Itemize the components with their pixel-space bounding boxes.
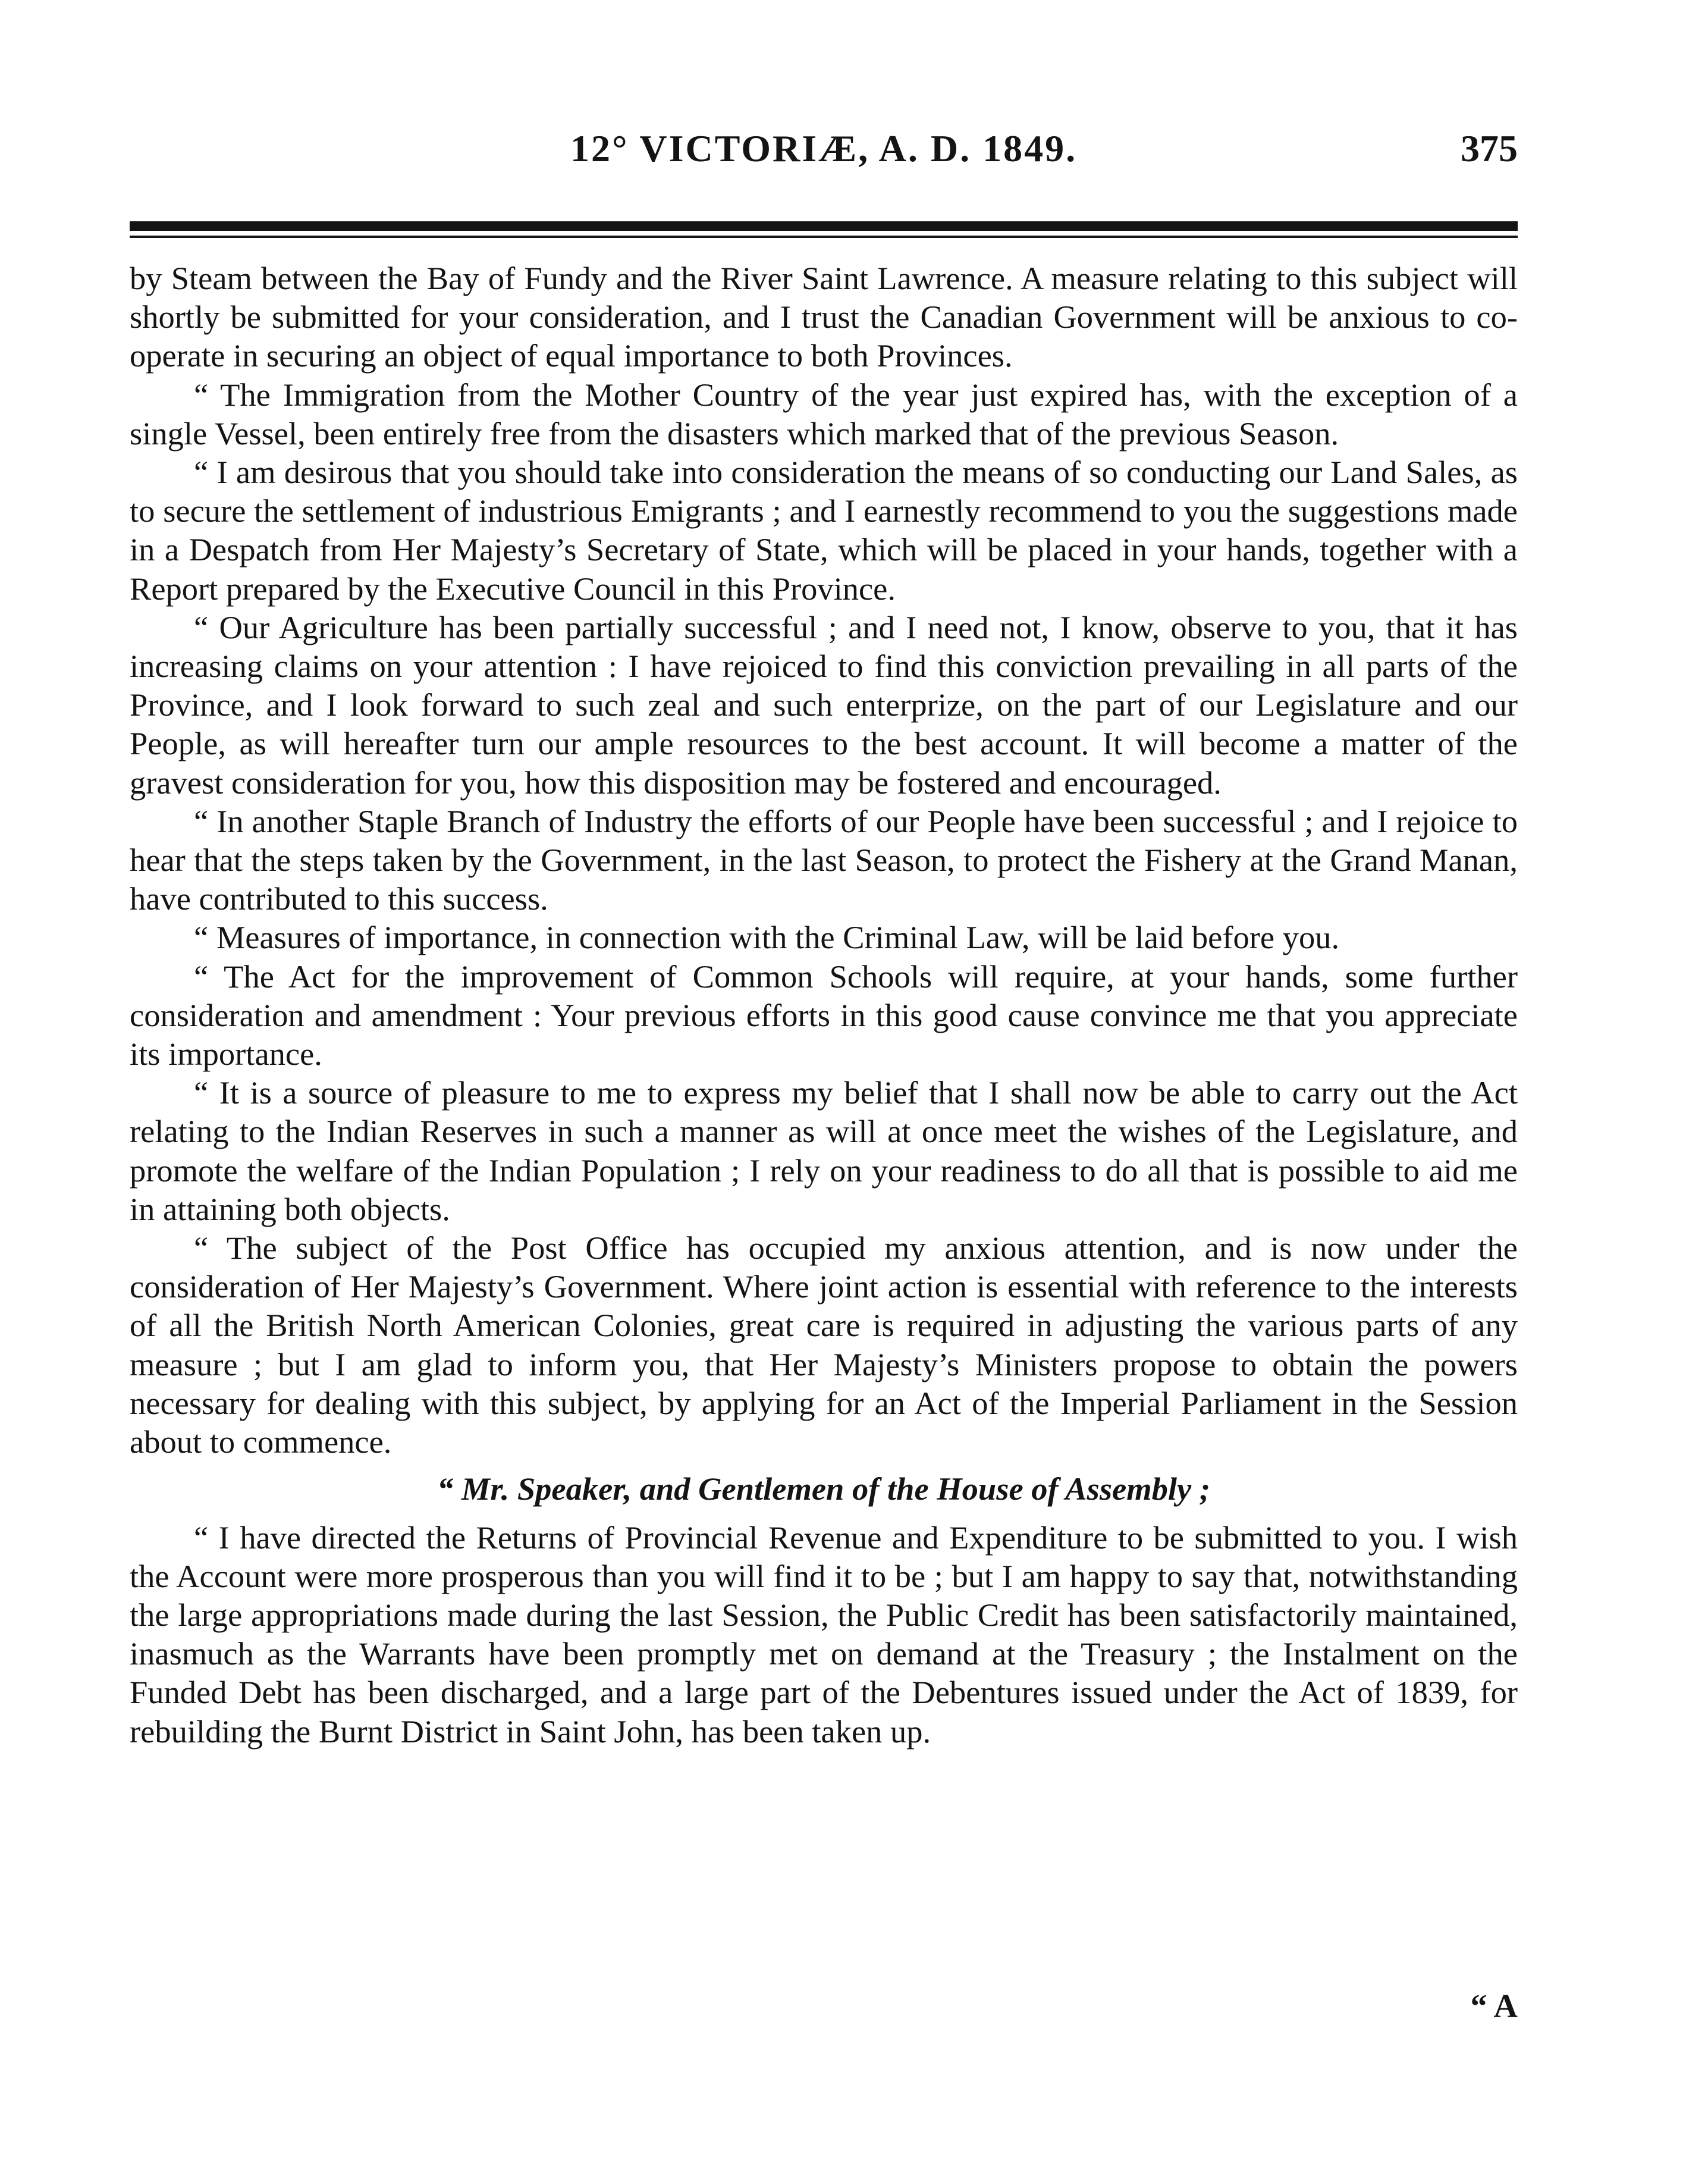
paragraph-indian-reserves: “ It is a source of pleasure to me to express my belief that I shall now be able to carry out the Act relating to the Indian Reserves in such a manner as will at once meet the wishes of the Legislature, and promote the welfare of the Indian Population ; I rely on your readiness to do all that is possible to aid me in attaining both objects. <box>130 1074 1518 1227</box>
paragraph-steam-navigation: by Steam between the Bay of Fundy and the River Saint Lawrence. A measure relating to this subject will shortly be submitted for your consideration, and I trust the Canadian Government will be anxious to co-operate in securing an object of equal importance to both Provinces. <box>130 260 1518 374</box>
paragraph-agriculture: “ Our Agriculture has been partially successful ; and I need not, I know, observe to you, that it has increasing claims on your attention : I have rejoiced to find this conviction prevailing in all parts of the Province, and I look forward to such zeal and such enterprize, on the part of our Legislature and our People, as will hereafter turn our ample resources to the best account. It will become a matter of the gravest consideration for you, how this disposition may be fostered and encouraged. <box>130 609 1518 801</box>
page-number: 375 <box>1461 127 1518 170</box>
paragraph-criminal-law: “ Measures of importance, in connection with the Criminal Law, will be laid before you. <box>194 919 1340 956</box>
running-title: 12° VICTORIÆ, A. D. 1849. <box>570 127 1078 170</box>
paragraph-fishery: “ In another Staple Branch of Industry the efforts of our People have been successful ; and I rejoice to hear that the steps taken by the Government, in the last Season, to protect the Fishery at the Grand Manan, have contributed to this success. <box>130 802 1518 917</box>
body-text <box>130 259 1518 1751</box>
paragraph-immigration: “ The Immigration from the Mother Country of the year just expired has, with the exception of a single Vessel, been entirely free from the disasters which marked that of the previous Season. <box>130 376 1518 452</box>
paragraph-post-office: “ The subject of the Post Office has occupied my anxious attention, and is now under the consideration of Her Majesty’s Government. Where joint action is essential with reference to the interests of all the British North American Colonies, great care is required in adjusting the various parts of any measure ; but I am glad to inform you, that Her Majesty’s Ministers propose to obtain the powers necessary for dealing with this subject, by applying for an Act of the Imperial Parliament in the Session about to commence. <box>130 1230 1518 1460</box>
paragraph-land-sales: “ I am desirous that you should take into consideration the means of so conducting our Land Sales, as to secure the settlement of industrious Emigrants ; and I earnestly recommend to you the suggestions made in a Despatch from Her Majesty’s Secretary of State, which will be placed in your hands, together with a Report prepared by the Executive Council in this Province. <box>130 454 1518 607</box>
section-heading: “ Mr. Speaker, and Gentlemen of the House of Assembly ; <box>437 1471 1210 1507</box>
catchword: “ A <box>1470 1988 1518 2025</box>
header-rule-thin <box>130 236 1518 238</box>
page-header <box>130 122 1518 175</box>
header-rule-thick <box>130 221 1518 231</box>
paragraph-provincial-revenue: “ I have directed the Returns of Provincial Revenue and Expenditure to be submitted to you. I wish the Account were more prosperous than you will find it to be ; but I am happy to say that, notwithstanding the large appropriations made during the last Session, the Public Credit has been satisfactorily maintained, inasmuch as the Warrants have been promptly met on demand at the Treasury ; the Instalment on the Funded Debt has been discharged, and a large part of the Debentures issued under the Act of 1839, for rebuilding the Burnt District in Saint John, has been taken up. <box>130 1519 1518 1750</box>
paragraph-common-schools: “ The Act for the improvement of Common Schools will require, at your hands, some further consideration and amendment : Your previous efforts in this good cause convince me that you appreciate its importance. <box>130 958 1518 1073</box>
document-page <box>130 0 1518 2160</box>
